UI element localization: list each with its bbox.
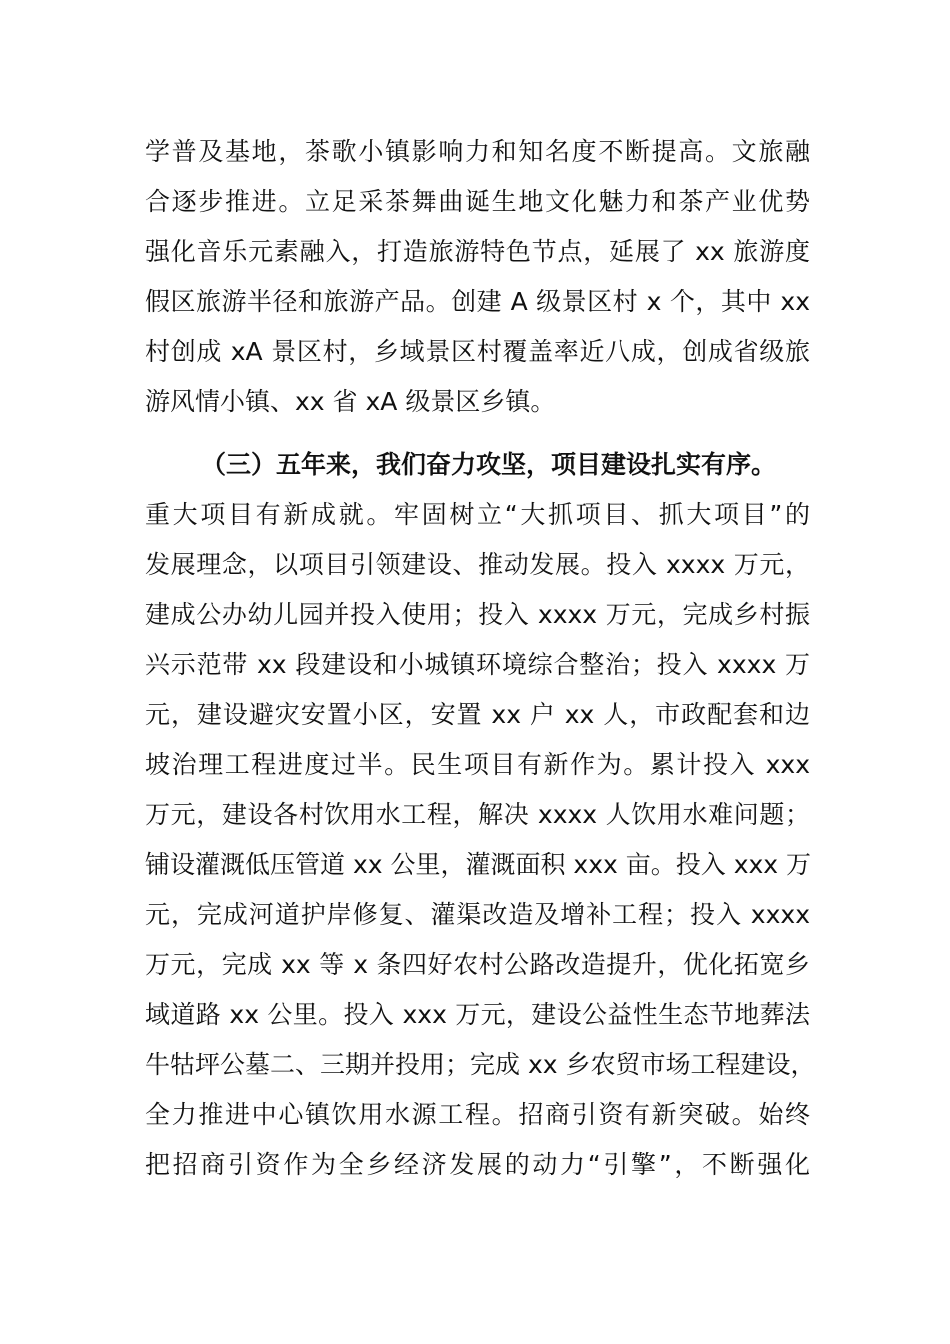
paragraph-line: 元，建设避灾安置小区，安置 xx 户 xx 人，市政配套和边	[145, 700, 810, 729]
paragraph-line: 铺设灌溉低压管道 xx 公里，灌溉面积 xxx 亩。投入 xxx 万	[145, 850, 812, 879]
paragraph-line: 重大项目有新成就。牢固树立“大抓项目、抓大项目”的	[145, 500, 810, 529]
paragraph-line: 元，完成河道护岸修复、灌渠改造及增补工程；投入 xxxx	[145, 900, 810, 929]
paragraph-line: 域道路 xx 公里。投入 xxx 万元，建设公益性生态节地葬法	[145, 1000, 810, 1029]
paragraph-1	[145, 127, 810, 427]
paragraph-line: 合逐步推进。立足采茶舞曲诞生地文化魅力和茶产业优势	[145, 187, 810, 216]
paragraph-line: 假区旅游半径和旅游产品。创建 A 级景区村 x 个，其中 xx	[145, 287, 810, 316]
paragraph-line: 把招商引资作为全乡经济发展的动力“引擎”，不断强化	[145, 1150, 810, 1179]
paragraph-line: 全力推进中心镇饮用水源工程。招商引资有新突破。始终	[145, 1100, 810, 1129]
paragraph-line: 村创成 xA 景区村，乡域景区村覆盖率近八成，创成省级旅	[145, 337, 810, 366]
paragraph-line: 坡治理工程进度过半。民生项目有新作为。累计投入 xxx	[145, 750, 810, 779]
section-heading: （三）五年来，我们奋力攻坚，项目建设扎实有序。	[201, 450, 777, 479]
paragraph-2	[145, 440, 816, 1190]
paragraph-line: 牛牯坪公墓二、三期并投用；完成 xx 乡农贸市场工程建设，	[145, 1050, 816, 1079]
paragraph-line: 万元，完成 xx 等 x 条四好农村公路改造提升，优化拓宽乡	[145, 950, 810, 979]
paragraph-line: 发展理念，以项目引领建设、推动发展。投入 xxxx 万元，	[145, 550, 810, 579]
paragraph-line: 兴示范带 xx 段建设和小城镇环境综合整治；投入 xxxx 万	[145, 650, 810, 679]
paragraph-line: 强化音乐元素融入，打造旅游特色节点，延展了 xx 旅游度	[145, 237, 810, 266]
paragraph-line: 建成公办幼儿园并投入使用；投入 xxxx 万元，完成乡村振	[145, 600, 810, 629]
paragraph-line: 游风情小镇、xx 省 xA 级景区乡镇。	[145, 387, 556, 416]
paragraph-line: 万元，建设各村饮用水工程，解决 xxxx 人饮用水难问题；	[145, 800, 810, 829]
paragraph-line: 学普及基地，茶歌小镇影响力和知名度不断提高。文旅融	[145, 137, 810, 166]
